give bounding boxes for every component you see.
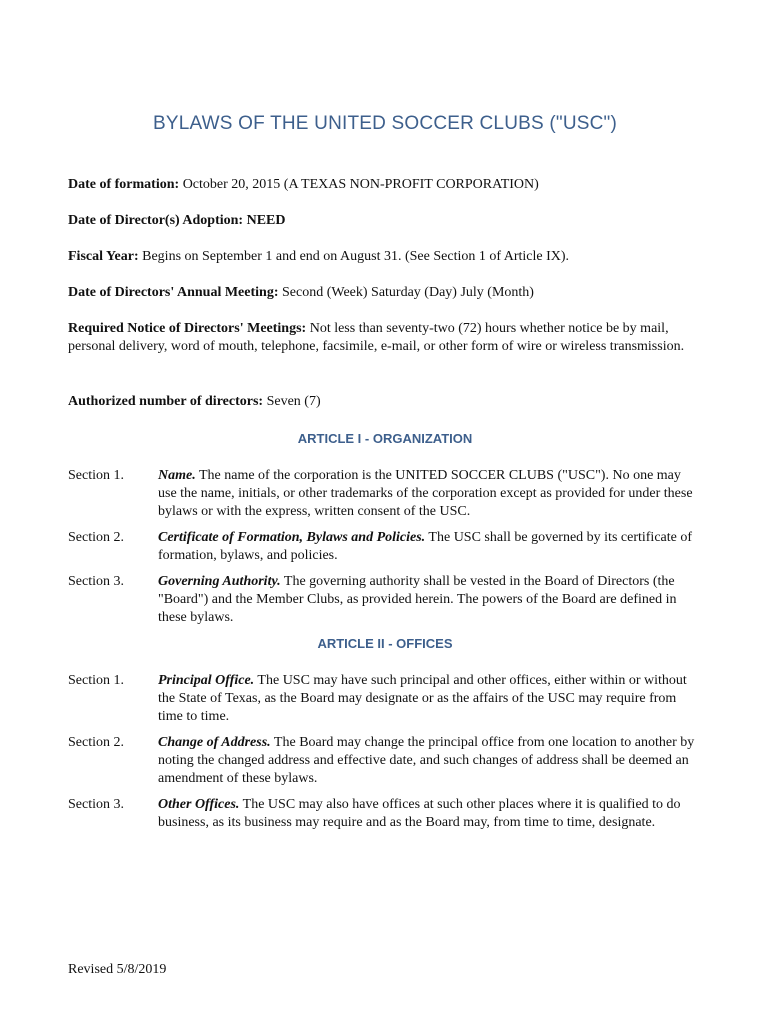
meta-value: October 20, 2015 (A TEXAS NON-PROFIT CORPORATION) — [182, 177, 539, 192]
section-text: The governing authority shall be vested in the Board of Directors (the "Board") and the Member Clubs, as provided herein. The powers of the Board are defined in these bylaws. — [158, 574, 677, 625]
section-text: The name of the corporation is the UNITED SOCCER CLUBS ("USC"). No one may use the name, initials, or other trademarks of the corporation except as provided for under these bylaws or with the express, written consent of the USC. — [158, 468, 693, 519]
meta-value: NEED — [246, 213, 286, 228]
section-body — [158, 796, 703, 832]
meta-notice-of-meetings — [68, 320, 693, 356]
meta-date-of-formation — [68, 176, 693, 194]
section-body — [158, 529, 703, 565]
meta-value: Not less than seventy-two (72) hours whether notice be by mail, personal delivery, word of mouth, telephone, facsimile, e-mail, or other form of wire or wireless transmission. — [68, 321, 685, 354]
section-text: The USC shall be governed by its certificate of formation, bylaws, and policies. — [158, 530, 693, 563]
section-body — [158, 467, 703, 521]
meta-label: Required Notice of Directors' Meetings: — [68, 321, 307, 336]
meta-adoption-date — [68, 212, 693, 230]
meta-label: Fiscal Year: — [68, 249, 139, 264]
meta-label: Authorized number of directors: — [68, 394, 264, 409]
section-number: Section 1. — [68, 468, 124, 483]
meta-value: Seven (7) — [266, 394, 321, 409]
section-title: Principal Office. — [158, 673, 255, 688]
section-title: Certificate of Formation, Bylaws and Policies. — [158, 530, 426, 545]
document-title: BYLAWS OF THE UNITED SOCCER CLUBS ("USC") — [152, 113, 618, 134]
section-body — [158, 573, 703, 627]
meta-fiscal-year — [68, 248, 693, 266]
section-title: Change of Address. — [158, 735, 271, 750]
meta-value: Second (Week) Saturday (Day) July (Month) — [281, 285, 534, 300]
meta-label: Date of formation: — [68, 177, 180, 192]
section-title: Governing Authority. — [158, 574, 281, 589]
section-text: The USC may have such principal and other offices, either within or without the State of Texas, as the Board may designate or as the affairs of the USC may require from time to time. — [158, 673, 687, 724]
meta-number-of-directors — [68, 393, 693, 411]
section-text: The USC may also have offices at such other places where it is qualified to do business, as its business may require and as the Board may, from time to time, designate. — [158, 797, 681, 830]
meta-value: Begins on September 1 and end on August 31. (See Section 1 of Article IX). — [142, 249, 570, 264]
section-number: Section 3. — [68, 574, 124, 589]
section-title: Other Offices. — [158, 797, 240, 812]
article-1-heading: ARTICLE I - ORGANIZATION — [297, 431, 473, 446]
section-number: Section 3. — [68, 797, 124, 812]
section-number: Section 2. — [68, 735, 124, 750]
meta-label: Date of Director(s) Adoption: — [68, 213, 244, 228]
section-title: Name. — [158, 468, 196, 483]
section-number: Section 2. — [68, 530, 124, 545]
section-body — [158, 672, 703, 726]
revision-footer: Revised 5/8/2019 — [68, 962, 167, 977]
meta-label: Date of Directors' Annual Meeting: — [68, 285, 279, 300]
article-2-heading: ARTICLE II - OFFICES — [317, 636, 453, 651]
meta-annual-meeting — [68, 284, 693, 302]
section-body — [158, 734, 703, 788]
section-text: The Board may change the principal office from one location to another by noting the changed address and effective date, and such changes of address shall be deemed an amendment of these bylaws. — [158, 735, 695, 786]
section-number: Section 1. — [68, 673, 124, 688]
